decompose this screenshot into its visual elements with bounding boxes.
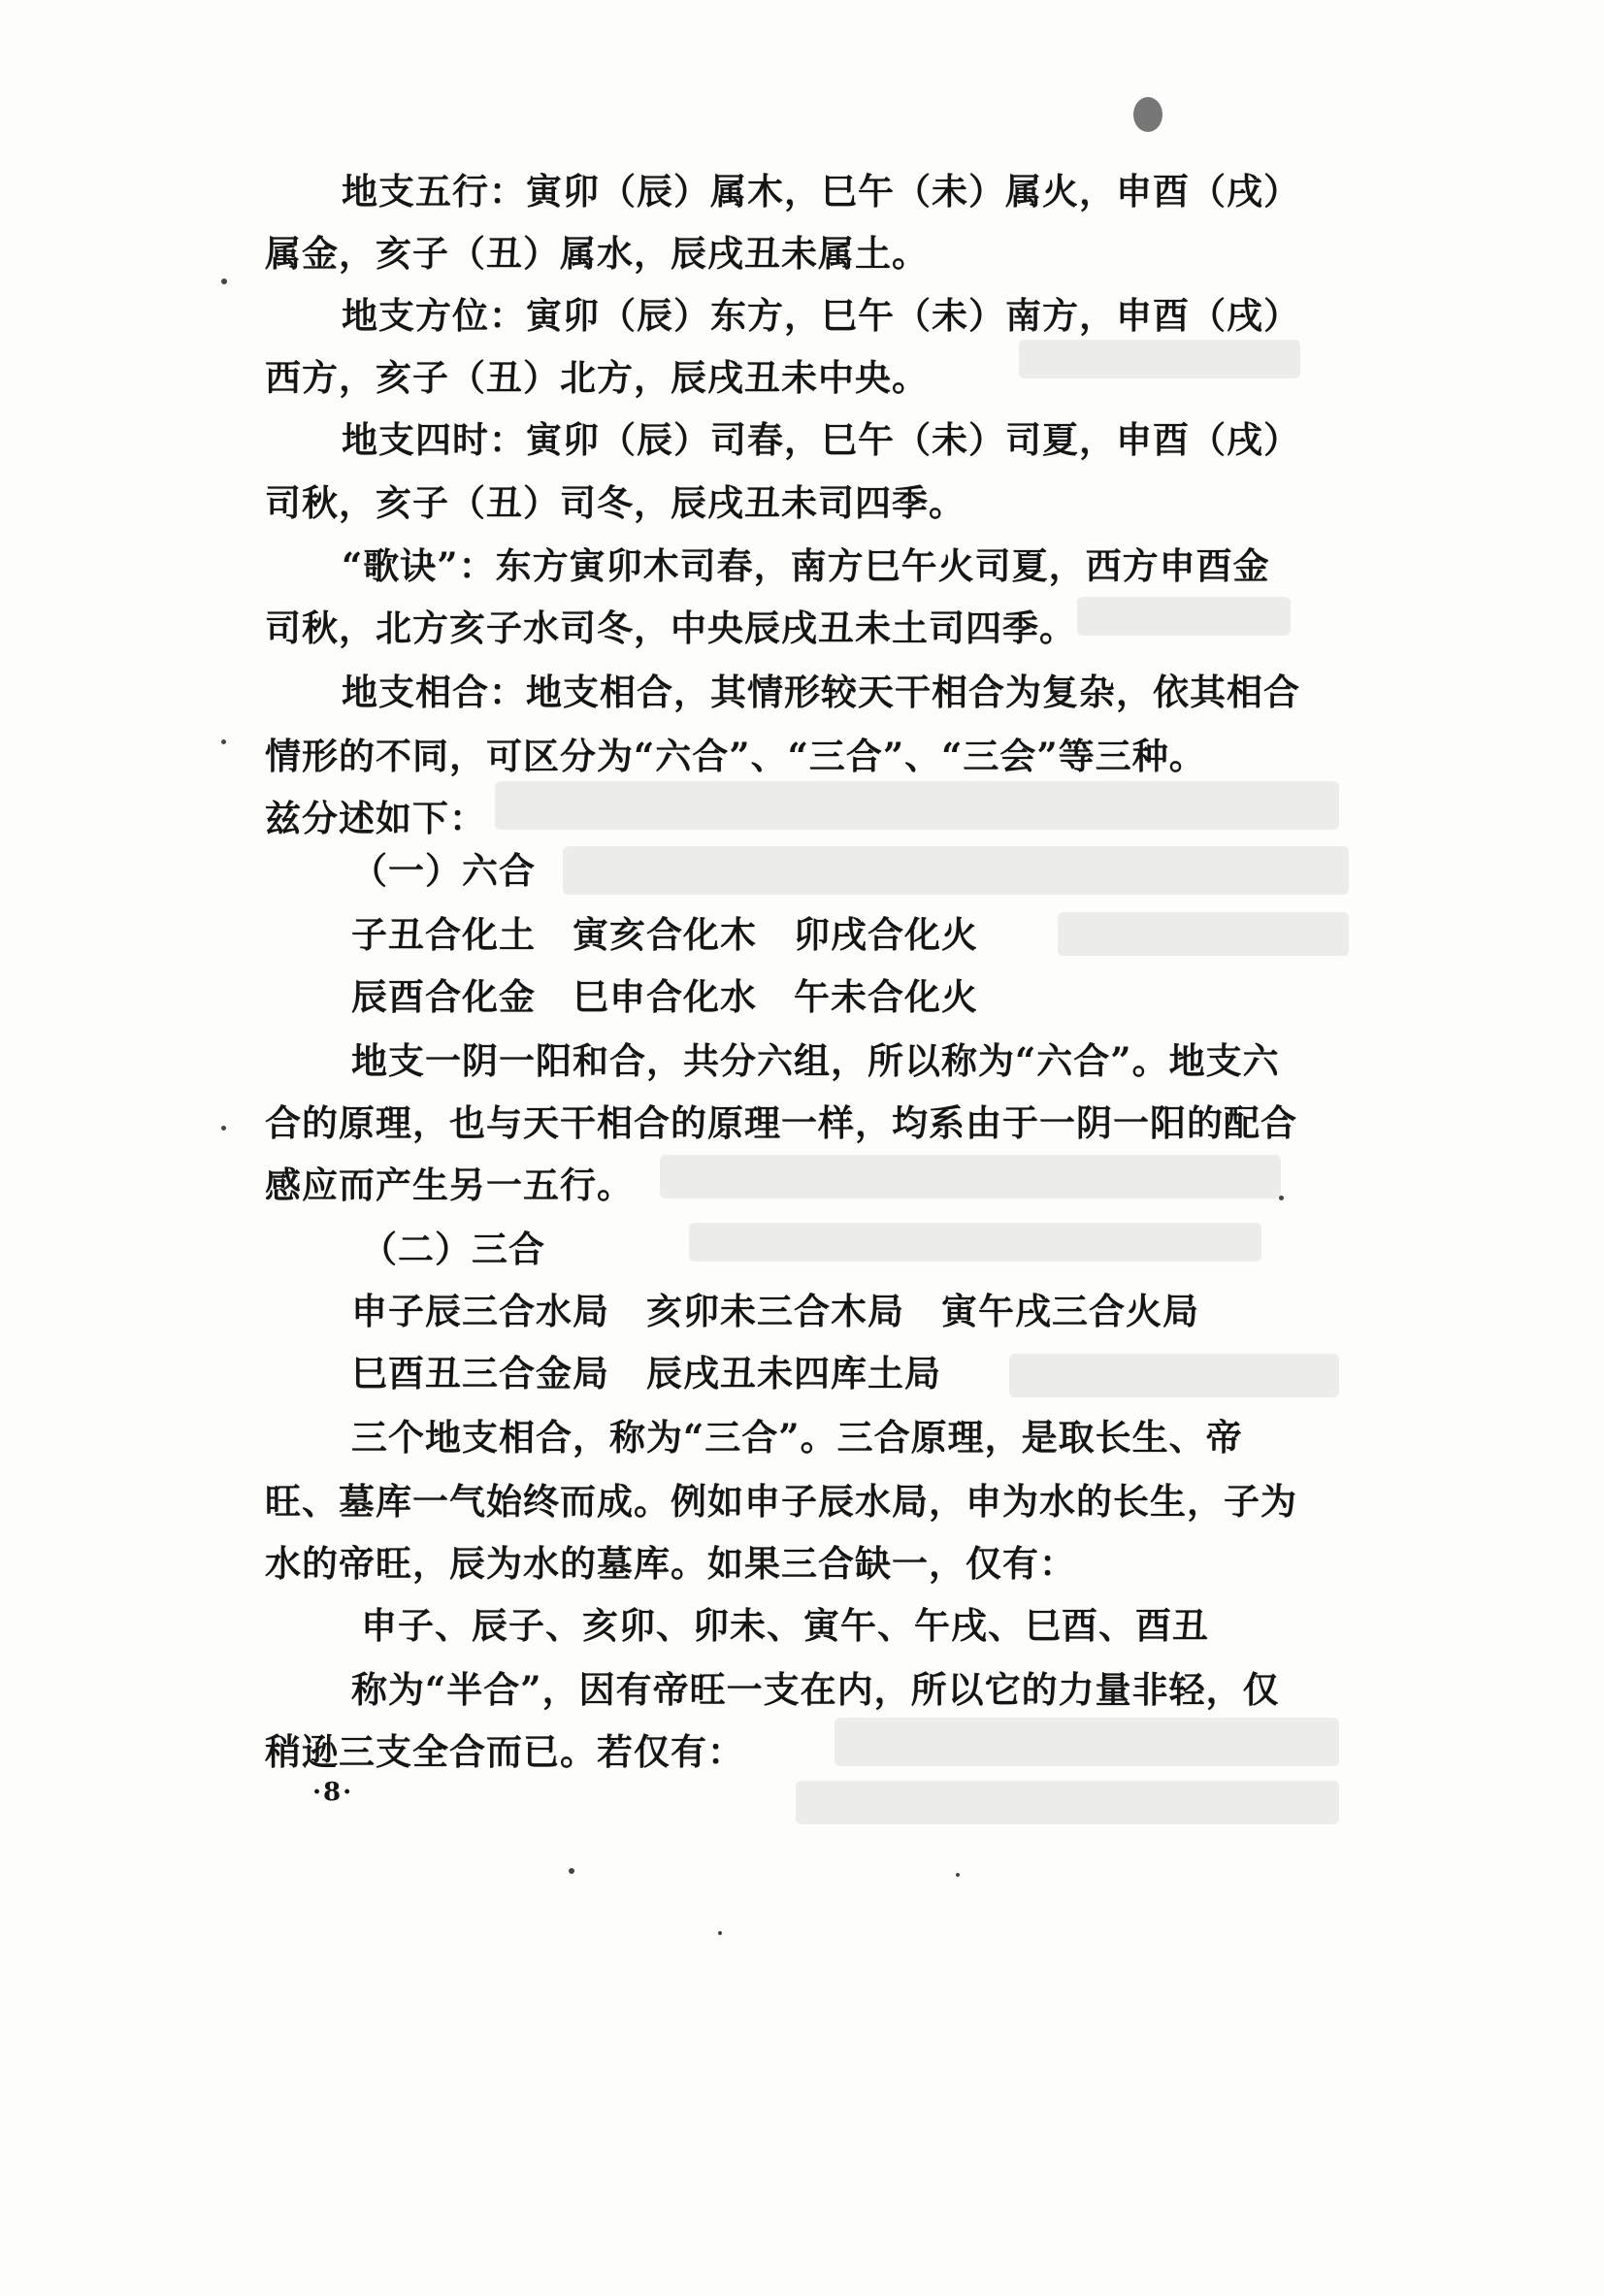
scan-smudge <box>1009 1354 1339 1397</box>
scan-smudge <box>835 1718 1339 1766</box>
scan-smudge <box>563 846 1349 895</box>
scan-smudge <box>1077 597 1291 636</box>
scan-smudge <box>495 781 1339 830</box>
text-line: 司秋，亥子（丑）司冬，辰戌丑未司四季。 <box>265 481 966 524</box>
text-line: 地支一阴一阳和合，共分六组，所以称为“六合”。地支六 <box>351 1039 1280 1082</box>
section-heading: （一）六合 <box>351 849 536 892</box>
text-line: 感应而产生另一五行。 <box>265 1164 634 1206</box>
text-line: 司秋，北方亥子水司冬，中央辰戌丑未土司四季。 <box>265 607 1076 649</box>
text-line: “歌诀”：东方寅卯木司春，南方巳午火司夏，西方申酉金 <box>342 544 1270 587</box>
text-line: 合的原理，也与天干相合的原理一样，均系由于一阴一阳的配合 <box>265 1101 1297 1144</box>
text-line: 兹分述如下： <box>265 797 486 839</box>
text-line: 西方，亥子（丑）北方，辰戌丑未中央。 <box>265 356 929 399</box>
text-line: 属金，亥子（丑）属水，辰戌丑未属土。 <box>265 232 929 275</box>
scan-speck <box>1279 1196 1284 1200</box>
page-number: ·8· <box>312 1778 354 1807</box>
text-line: 地支五行：寅卯（辰）属木，巳午（未）属火，申酉（戌） <box>342 170 1300 213</box>
text-line: 三个地支相合，称为“三合”。三合原理，是取长生、帝 <box>351 1416 1243 1459</box>
section-heading: （二）三合 <box>361 1228 545 1270</box>
text-line: 情形的不同，可区分为“六合”、“三合”、“三会”等三种。 <box>265 735 1206 777</box>
text-line: 稍逊三支全合而已。若仅有： <box>265 1730 744 1773</box>
text-line: 旺、墓库一气始终而成。例如申子辰水局，申为水的长生，子为 <box>265 1480 1297 1523</box>
scan-smudge <box>796 1781 1339 1824</box>
scan-speck <box>956 1873 960 1877</box>
scan-smudge <box>689 1223 1261 1262</box>
scan-speck <box>221 739 226 744</box>
scan-speck <box>569 1868 574 1874</box>
text-line: 水的帝旺，辰为水的墓库。如果三合缺一，仅有： <box>265 1542 1076 1585</box>
text-line: 地支方位：寅卯（辰）东方，巳午（未）南方，申酉（戌） <box>342 294 1300 337</box>
text-line: 地支相合：地支相合，其情形较天干相合为复杂，依其相合 <box>342 671 1300 713</box>
scan-smudge <box>1058 912 1349 956</box>
scan-smudge <box>660 1155 1281 1198</box>
text-line: 巳酉丑三合金局 辰戌丑未四库土局 <box>351 1352 941 1394</box>
scan-speck <box>221 1126 226 1131</box>
scan-smudge <box>1019 340 1300 378</box>
text-line: 申子、辰子、亥卯、卯未、寅午、午戌、巳酉、酉丑 <box>361 1604 1209 1647</box>
scan-speck <box>718 1931 722 1935</box>
scan-speck <box>221 279 227 284</box>
text-line: 申子辰三合水局 亥卯未三合木局 寅午戌三合火局 <box>351 1290 1199 1332</box>
text-line: 辰酉合化金 巳申合化水 午未合化火 <box>351 975 978 1018</box>
text-line: 称为“半合”，因有帝旺一支在内，所以它的力量非轻，仅 <box>351 1668 1280 1711</box>
text-line: 地支四时：寅卯（辰）司春，巳午（未）司夏，申酉（戌） <box>342 418 1300 461</box>
scan-speck <box>1133 97 1162 132</box>
text-line: 子丑合化土 寅亥合化木 卯戌合化火 <box>351 913 978 956</box>
